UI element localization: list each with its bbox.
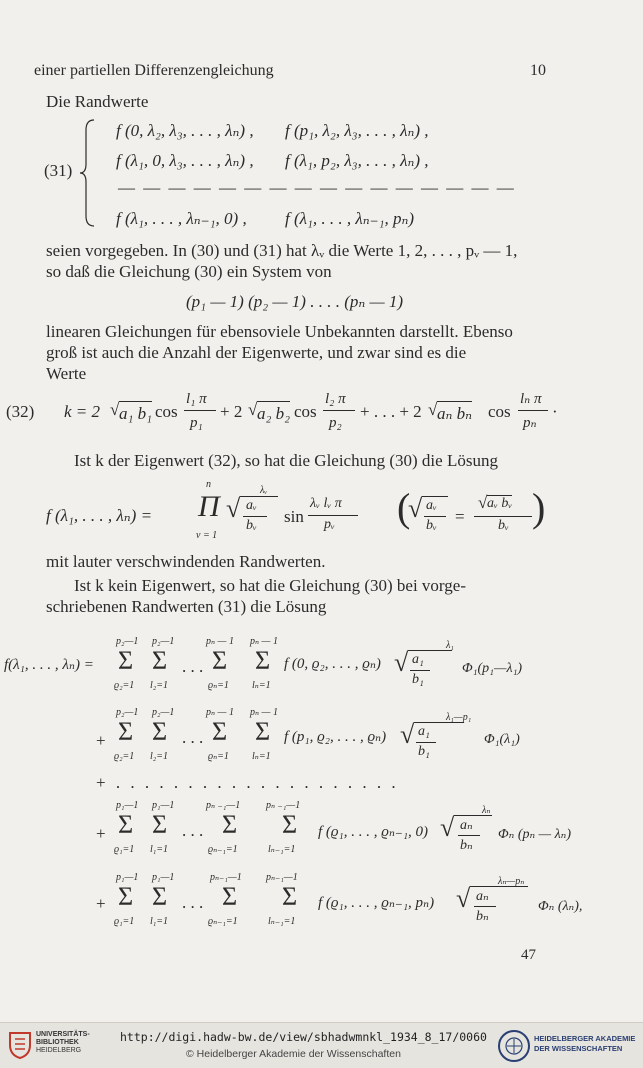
page-number: 10 bbox=[530, 62, 546, 79]
sum-lower: ϱ₂=1 bbox=[114, 751, 135, 762]
paragraph-5-line-1: Ist k kein Eigenwert, so hat die Gleichung (30) bei vorge- bbox=[74, 576, 466, 595]
academy-seal-icon bbox=[498, 1030, 530, 1062]
fraction-line bbox=[410, 670, 430, 671]
sum-lower: ϱ₂=1 bbox=[114, 680, 135, 691]
term-frac-den: b₁ bbox=[412, 672, 424, 687]
sol-frac-den: bᵥ bbox=[246, 518, 257, 533]
sum-lower: l₂=1 bbox=[150, 680, 169, 691]
eq32-end: · bbox=[552, 402, 558, 421]
sigma: Σ bbox=[212, 646, 228, 675]
term-frac-den: b₁ bbox=[418, 744, 430, 759]
sum-lower: lₙ₋₁=1 bbox=[268, 916, 296, 927]
library-line-3: HEIDELBERG bbox=[36, 1047, 82, 1054]
sum-upper: p₂—1 bbox=[152, 707, 175, 718]
big-lhs: f(λ₁, . . . , λₙ) = bbox=[4, 657, 94, 673]
university-library-logo-icon bbox=[8, 1031, 32, 1059]
fraction-line bbox=[308, 515, 358, 516]
sum-upper: pₙ ₋₁—1 bbox=[266, 800, 301, 811]
sum-term-f: f (0, ϱ₂, . . . , ϱₙ) bbox=[284, 656, 381, 672]
paragraph-1-line-1: seien vorgegeben. In (30) und (31) hat λᵥ die Werte 1, 2, . . . , pᵥ — 1, bbox=[46, 241, 518, 260]
fraction-line bbox=[323, 410, 355, 411]
cdots: . . . bbox=[182, 728, 204, 747]
sqrt-sign: √ bbox=[248, 400, 258, 419]
sum-upper: p₁—1 bbox=[116, 800, 139, 811]
term-frac-den: bₙ bbox=[460, 838, 473, 853]
cond-right-num: aᵥ bᵥ bbox=[487, 496, 513, 511]
sum-upper: p₂—1 bbox=[116, 636, 139, 647]
eq32-radicand-n: aₙ bₙ bbox=[437, 401, 472, 425]
sqrt-sign: √ bbox=[400, 720, 415, 749]
fraction-line bbox=[243, 516, 267, 517]
eq32-dots: + . . . + 2 bbox=[360, 402, 422, 421]
left-paren: ( bbox=[397, 485, 411, 530]
root-exponent: λᵥ bbox=[260, 485, 268, 496]
sigma: Σ bbox=[282, 882, 298, 911]
fraction-line bbox=[518, 410, 548, 411]
eq32-num-1: l₁ π bbox=[186, 391, 207, 407]
academy-name bbox=[534, 1034, 635, 1054]
product-lower-limit: ν = 1 bbox=[196, 530, 218, 541]
right-paren: ) bbox=[532, 485, 546, 530]
sigma: Σ bbox=[118, 810, 134, 839]
eq32-cos-2: cos bbox=[294, 402, 317, 421]
solution-lhs: f (λ₁, . . . , λₙ) = bbox=[46, 506, 153, 525]
fraction-line bbox=[474, 906, 496, 907]
phi-term: Φₙ (λₙ), bbox=[538, 899, 583, 914]
paragraph-2-line-1: linearen Gleichungen für ebensoviele Unbekannten darstellt. Ebenso bbox=[46, 322, 513, 341]
eq31-row1-left: f (0, λ₂, λ₃, . . . , λₙ) , bbox=[116, 121, 254, 140]
sqrt-sign: √ bbox=[408, 494, 423, 523]
sigma: Σ bbox=[255, 717, 271, 746]
sum-upper: p₁—1 bbox=[152, 872, 175, 883]
eq32-plus-2: + 2 bbox=[220, 402, 243, 421]
sum-term-f: f (p₁, ϱ₂, . . . , ϱₙ) bbox=[284, 729, 387, 745]
equation-label-31: (31) bbox=[44, 161, 73, 180]
sol-sin-den: pᵥ bbox=[324, 517, 335, 532]
plus-sign: + bbox=[96, 824, 106, 843]
product-expression: (p₁ — 1) (p₂ — 1) . . . . (pₙ — 1) bbox=[186, 292, 404, 311]
sigma: Σ bbox=[222, 882, 238, 911]
eq32-num-n: lₙ π bbox=[520, 391, 542, 407]
cdots: . . . bbox=[182, 893, 204, 912]
sum-term-f: f (ϱ₁, . . . , ϱₙ₋₁, 0) bbox=[318, 824, 429, 840]
paragraph-1-line-2: so daß die Gleichung (30) ein System von bbox=[46, 262, 332, 281]
cond-equals: = bbox=[455, 507, 465, 526]
sum-lower: l₁=1 bbox=[150, 916, 169, 927]
term-frac-num: aₙ bbox=[460, 818, 473, 833]
academy-line-2: DER WISSENSCHAFTEN bbox=[534, 1044, 623, 1053]
sigma: Σ bbox=[282, 810, 298, 839]
root-exponent: λ₁—p₁ bbox=[446, 712, 472, 723]
term-frac-den: bₙ bbox=[476, 909, 489, 924]
eq32-cos-n: cos bbox=[488, 402, 511, 421]
eq32-den-2: p₂ bbox=[329, 415, 342, 431]
intro-text: Die Randwerte bbox=[46, 92, 149, 111]
sum-upper: pₙ₋₁—1 bbox=[210, 872, 242, 883]
sqrt-sign: √ bbox=[456, 884, 471, 913]
paragraph-3: Ist k der Eigenwert (32), so hat die Gleichung (30) die Lösung bbox=[74, 451, 498, 470]
cdots: . . . bbox=[182, 821, 204, 840]
academy-line-1: HEIDELBERGER AKADEMIE bbox=[534, 1034, 636, 1043]
phi-term: Φ₁(λ₁) bbox=[484, 732, 520, 747]
sigma: Σ bbox=[118, 646, 134, 675]
left-brace bbox=[80, 118, 98, 228]
product-upper-limit: n bbox=[206, 479, 211, 490]
sum-upper: p₁—1 bbox=[152, 800, 175, 811]
eq32-den-1: p₁ bbox=[190, 415, 203, 431]
equation-label-32: (32) bbox=[6, 402, 35, 421]
sum-upper: pₙ₋₁—1 bbox=[266, 872, 298, 883]
permalink-url[interactable]: http://digi.hadw-bw.de/view/sbhadwmnkl_1934_8_17/0060 bbox=[120, 1030, 487, 1044]
paragraph-4: mit lauter verschwindenden Randwerten. bbox=[46, 552, 326, 571]
eq31-dash-row: — — — — — — — — — — — — — — — — bbox=[118, 178, 516, 197]
fraction-line bbox=[184, 410, 216, 411]
sum-lower: ϱₙ=1 bbox=[208, 751, 229, 762]
sum-upper: p₁—1 bbox=[116, 872, 139, 883]
footer-bar bbox=[0, 1022, 643, 1068]
sigma: Σ bbox=[152, 810, 168, 839]
eq32-radicand-1: a₁ b₁ bbox=[119, 401, 152, 425]
sqrt-sign: √ bbox=[394, 648, 409, 677]
eq32-num-2: l₂ π bbox=[325, 391, 346, 407]
sum-upper: pₙ — 1 bbox=[250, 636, 278, 647]
eq32-cos-1: cos bbox=[155, 402, 178, 421]
sum-lower: ϱₙ₋₁=1 bbox=[208, 916, 238, 927]
sol-sin-num: λᵥ lᵥ π bbox=[310, 496, 342, 511]
root-exponent: λₙ bbox=[482, 805, 491, 816]
cond-right-den: bᵥ bbox=[498, 518, 509, 533]
plus-sign: + bbox=[96, 894, 106, 913]
sum-upper: pₙ — 1 bbox=[206, 707, 234, 718]
library-line-1: UNIVERSITÄTS- bbox=[36, 1031, 90, 1038]
library-line-2: BIBLIOTHEK bbox=[36, 1039, 79, 1046]
sigma: Σ bbox=[255, 646, 271, 675]
sigma: Σ bbox=[118, 717, 134, 746]
copyright-text: © Heidelberger Akademie der Wissenschaften bbox=[186, 1048, 401, 1060]
sigma: Σ bbox=[152, 646, 168, 675]
paragraph-2-line-3: Werte bbox=[46, 364, 87, 383]
sigma: Σ bbox=[212, 717, 228, 746]
phi-term: Φₙ (pₙ — λₙ) bbox=[498, 827, 572, 842]
root-exponent: λ₁ bbox=[446, 640, 454, 651]
cond-left-den: bᵥ bbox=[426, 518, 437, 533]
sqrt-sign: √ bbox=[440, 813, 455, 842]
paragraph-2-line-2: groß ist auch die Anzahl der Eigenwerte, und zwar sind es die bbox=[46, 343, 467, 362]
sum-lower: l₁=1 bbox=[150, 844, 169, 855]
plus-sign: + bbox=[96, 731, 106, 750]
sigma: Σ bbox=[222, 810, 238, 839]
eq31-row2-right: f (λ₁, p₂, λ₃, . . . , λₙ) , bbox=[285, 151, 429, 170]
sqrt-sign: √ bbox=[110, 400, 120, 419]
sqrt-sign: √ bbox=[428, 400, 438, 419]
sum-lower: lₙ=1 bbox=[252, 680, 271, 691]
fraction-line bbox=[416, 742, 436, 743]
sum-lower: l₂=1 bbox=[150, 751, 169, 762]
cond-left-num: aᵥ bbox=[426, 498, 437, 513]
eq32-radicand-2: a₂ b₂ bbox=[257, 401, 290, 425]
sol-sin: sin bbox=[284, 507, 304, 526]
sum-upper: pₙ — 1 bbox=[250, 707, 278, 718]
sqrt-sign: √ bbox=[226, 494, 241, 523]
eq32-den-n: pₙ bbox=[523, 415, 537, 431]
paragraph-5-line-2: schriebenen Randwerten (31) die Lösung bbox=[46, 597, 327, 616]
fraction-line bbox=[424, 516, 446, 517]
sum-lower: ϱₙ=1 bbox=[208, 680, 229, 691]
sum-lower: lₙ=1 bbox=[252, 751, 271, 762]
sum-term-f: f (ϱ₁, . . . , ϱₙ₋₁, pₙ) bbox=[318, 895, 435, 911]
term-frac-num: a₁ bbox=[418, 724, 430, 739]
sum-lower: lₙ₋₁=1 bbox=[268, 844, 296, 855]
sigma: Σ bbox=[118, 882, 134, 911]
sigma: Σ bbox=[152, 882, 168, 911]
running-title: einer partiellen Differenzengleichung bbox=[34, 62, 274, 79]
library-name bbox=[36, 1031, 90, 1055]
sum-lower: ϱ₁=1 bbox=[114, 916, 135, 927]
sum-upper: p₂—1 bbox=[152, 636, 175, 647]
sum-lower: ϱ₁=1 bbox=[114, 844, 135, 855]
eq31-row4-right: f (λ₁, . . . , λₙ₋₁, pₙ) bbox=[285, 209, 415, 228]
term-frac-num: a₁ bbox=[412, 652, 424, 667]
signature-mark: 47 bbox=[521, 947, 536, 963]
sigma: Σ bbox=[152, 717, 168, 746]
cdots: . . . bbox=[182, 657, 204, 676]
fraction-line bbox=[458, 835, 480, 836]
fraction-line bbox=[474, 516, 532, 517]
sol-frac-num: aᵥ bbox=[246, 498, 257, 513]
sqrt-sign: √ bbox=[478, 493, 488, 512]
radical-bar bbox=[240, 496, 278, 497]
product-symbol: Π bbox=[198, 490, 220, 523]
ellipsis-row: + . . . . . . . . . . . . . . . . . . . . bbox=[96, 773, 399, 792]
phi-term: Φ₁(p₁—λ₁) bbox=[462, 661, 523, 676]
term-frac-num: aₙ bbox=[476, 889, 489, 904]
eq31-row2-left: f (λ₁, 0, λ₃, . . . , λₙ) , bbox=[116, 151, 254, 170]
sum-upper: p₂—1 bbox=[116, 707, 139, 718]
sum-upper: pₙ ₋₁—1 bbox=[206, 800, 241, 811]
root-exponent: λₙ—pₙ bbox=[498, 876, 525, 887]
eq31-row1-right: f (p₁, λ₂, λ₃, . . . , λₙ) , bbox=[285, 121, 429, 140]
sum-lower: ϱₙ₋₁=1 bbox=[208, 844, 238, 855]
radical-bar bbox=[422, 496, 448, 497]
sum-upper: pₙ — 1 bbox=[206, 636, 234, 647]
eq32-lhs: k = 2 bbox=[64, 402, 101, 421]
eq31-row4-left: f (λ₁, . . . , λₙ₋₁, 0) , bbox=[116, 209, 247, 228]
